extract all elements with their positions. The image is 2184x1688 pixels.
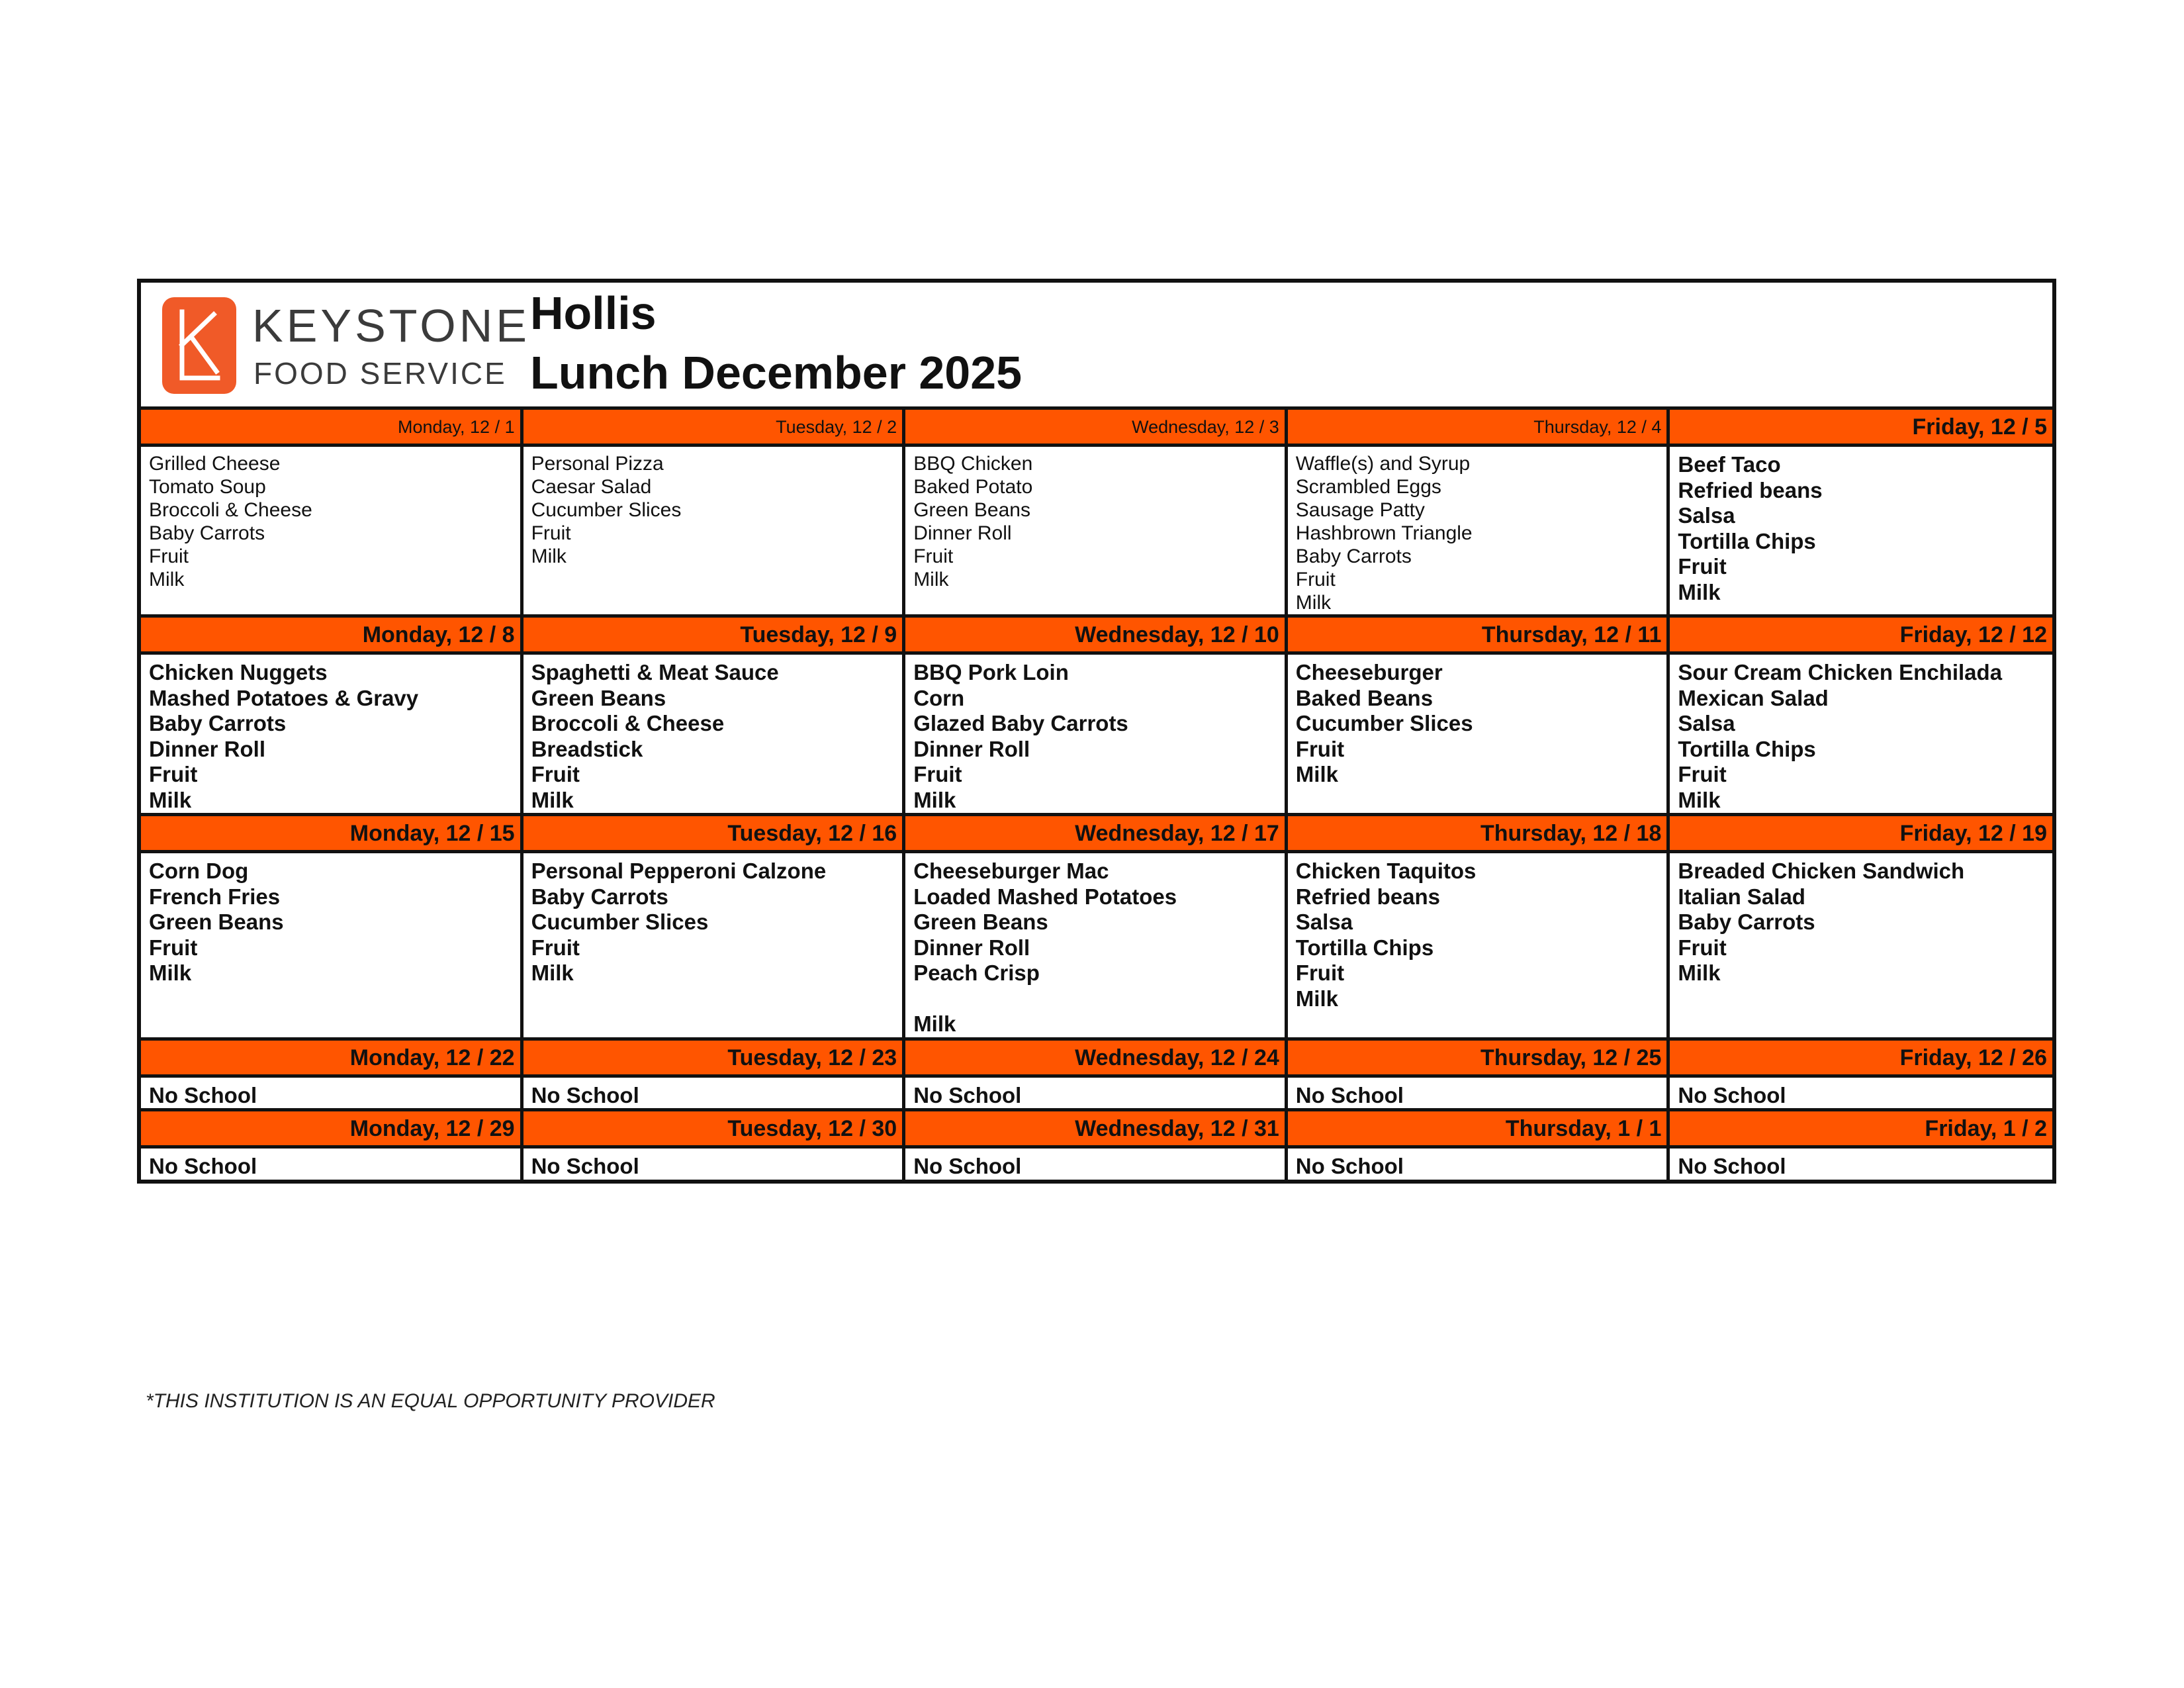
menu-item: Baby Carrots xyxy=(149,711,287,735)
menu-item: Fruit xyxy=(149,935,198,960)
menu-item: Cucumber Slices xyxy=(531,499,682,521)
menu-item: Spaghetti & Meat Sauce xyxy=(531,660,779,684)
menu-item: Corn xyxy=(913,685,965,710)
menu-item: Fruit xyxy=(149,545,189,567)
menu-item: Grilled Cheese xyxy=(149,453,281,475)
menu-item: Fruit xyxy=(1678,554,1727,579)
day-cell xyxy=(1288,618,1670,816)
menu-header xyxy=(141,283,2052,410)
week-row xyxy=(141,1111,2052,1180)
week-row xyxy=(141,1041,2052,1112)
day-menu-items xyxy=(1288,853,1667,1041)
menu-item xyxy=(913,986,1275,1012)
menu-item: Milk xyxy=(1295,986,1338,1011)
day-header: Wednesday, 12 / 17 xyxy=(905,816,1285,853)
day-menu-items xyxy=(141,853,520,1041)
menu-item: No School xyxy=(1678,1154,1786,1178)
menu-item: Beef Taco xyxy=(1678,452,1781,477)
menu-item: Cucumber Slices xyxy=(531,910,709,934)
day-header: Friday, 12 / 12 xyxy=(1670,618,2052,655)
menu-item: Green Beans xyxy=(913,499,1030,521)
menu-item: Milk xyxy=(1295,762,1338,786)
day-menu-items xyxy=(141,1149,520,1180)
day-header: Friday, 12 / 26 xyxy=(1670,1041,2052,1078)
day-header: Wednesday, 12 / 24 xyxy=(905,1041,1285,1078)
menu-item: Fruit xyxy=(1295,569,1336,590)
day-header: Monday, 12 / 15 xyxy=(141,816,520,853)
day-cell xyxy=(1670,816,2052,1041)
menu-item: Green Beans xyxy=(149,910,284,934)
day-cell xyxy=(1288,1111,1670,1180)
menu-item: Waffle(s) and Syrup xyxy=(1295,453,1471,475)
lunch-menu-calendar xyxy=(137,279,2056,1184)
menu-item: Baby Carrots xyxy=(1295,545,1412,567)
day-cell xyxy=(141,410,523,618)
menu-item: Mexican Salad xyxy=(1678,685,1829,710)
menu-item: Salsa xyxy=(1678,503,1735,528)
day-cell xyxy=(523,816,906,1041)
menu-item: Peach Crisp xyxy=(913,961,1040,985)
menu-item: Breadstick xyxy=(531,736,643,761)
menu-item: Baby Carrots xyxy=(149,522,265,544)
day-menu-items xyxy=(1288,1078,1667,1112)
menu-item: Milk xyxy=(149,961,192,985)
menu-item: No School xyxy=(1678,1082,1786,1107)
day-cell xyxy=(141,618,523,816)
menu-item: Personal Pepperoni Calzone xyxy=(531,859,827,883)
menu-item: French Fries xyxy=(149,884,281,909)
menu-item: Cheeseburger Mac xyxy=(913,859,1109,883)
day-cell xyxy=(1670,410,2052,618)
brand-subtitle: FOOD SERVICE xyxy=(253,356,507,391)
day-header: Tuesday, 12 / 16 xyxy=(523,816,903,853)
day-cell xyxy=(905,1111,1288,1180)
menu-item: Dinner Roll xyxy=(913,935,1030,960)
day-header: Tuesday, 12 / 23 xyxy=(523,1041,903,1078)
menu-item: Milk xyxy=(1678,961,1721,985)
day-header: Wednesday, 12 / 31 xyxy=(905,1111,1285,1149)
day-cell xyxy=(1670,1111,2052,1180)
menu-item: Salsa xyxy=(1678,711,1735,735)
day-header: Monday, 12 / 8 xyxy=(141,618,520,655)
day-menu-items xyxy=(523,1078,903,1112)
menu-item: Milk xyxy=(913,787,956,812)
day-header: Wednesday, 12 / 10 xyxy=(905,618,1285,655)
day-menu-items xyxy=(523,1149,903,1180)
day-header: Monday, 12 / 22 xyxy=(141,1041,520,1078)
day-header: Thursday, 12 / 18 xyxy=(1288,816,1667,853)
day-cell xyxy=(523,618,906,816)
day-menu-items xyxy=(523,655,903,816)
menu-item: Milk xyxy=(1295,592,1332,614)
menu-item: Dinner Roll xyxy=(913,522,1012,544)
day-cell xyxy=(1288,816,1670,1041)
menu-item: Milk xyxy=(1678,787,1721,812)
menu-item: Milk xyxy=(913,569,949,590)
equal-opportunity-notice: *THIS INSTITUTION IS AN EQUAL OPPORTUNITY PROVIDER xyxy=(146,1390,715,1412)
menu-item: Milk xyxy=(531,961,574,985)
keystone-logo xyxy=(162,297,530,397)
day-menu-items xyxy=(141,655,520,816)
day-menu-items xyxy=(905,447,1285,618)
menu-item: Tortilla Chips xyxy=(1678,736,1816,761)
menu-item: No School xyxy=(149,1154,257,1178)
day-cell xyxy=(1670,618,2052,816)
menu-item: Milk xyxy=(149,787,192,812)
menu-item: Fruit xyxy=(1295,961,1345,985)
menu-item: Milk xyxy=(913,1011,956,1036)
menu-item: Corn Dog xyxy=(149,859,249,883)
day-menu-items xyxy=(1670,1149,2052,1180)
menu-item: BBQ Pork Loin xyxy=(913,660,1069,684)
day-header: Tuesday, 12 / 9 xyxy=(523,618,903,655)
day-header: Thursday, 12 / 4 xyxy=(1288,410,1667,447)
menu-title: Lunch December 2025 xyxy=(530,347,1023,399)
menu-item: Dinner Roll xyxy=(913,736,1030,761)
day-header: Monday, 12 / 1 xyxy=(141,410,520,447)
menu-item: Salsa xyxy=(1295,910,1353,934)
brand-name: KEYSTONE xyxy=(252,300,530,352)
day-cell xyxy=(523,410,906,618)
school-name: Hollis xyxy=(530,287,657,339)
week-row xyxy=(141,816,2052,1041)
day-header: Tuesday, 12 / 2 xyxy=(523,410,903,447)
day-cell xyxy=(141,816,523,1041)
menu-item: Mashed Potatoes & Gravy xyxy=(149,685,419,710)
menu-item: No School xyxy=(1295,1154,1404,1178)
menu-item: No School xyxy=(913,1154,1022,1178)
menu-item: Fruit xyxy=(1678,935,1727,960)
menu-item: Fruit xyxy=(149,762,198,786)
menu-item: Cucumber Slices xyxy=(1295,711,1473,735)
menu-item: Green Beans xyxy=(913,910,1048,934)
day-cell xyxy=(1288,410,1670,618)
day-header: Friday, 12 / 19 xyxy=(1670,816,2052,853)
menu-item: Tortilla Chips xyxy=(1678,528,1816,553)
menu-item: No School xyxy=(531,1154,639,1178)
menu-item: Fruit xyxy=(913,762,962,786)
day-menu-items xyxy=(905,655,1285,816)
menu-item: Baked Potato xyxy=(913,476,1033,498)
menu-item: Baby Carrots xyxy=(531,884,668,909)
day-menu-items xyxy=(141,1078,520,1112)
day-header: Thursday, 12 / 11 xyxy=(1288,618,1667,655)
menu-item: Glazed Baby Carrots xyxy=(913,711,1128,735)
day-cell xyxy=(1288,1041,1670,1112)
menu-item: Loaded Mashed Potatoes xyxy=(913,884,1177,909)
menu-item: Fruit xyxy=(1678,762,1727,786)
menu-item: Tortilla Chips xyxy=(1295,935,1434,960)
day-cell xyxy=(905,410,1288,618)
menu-item: Dinner Roll xyxy=(149,736,266,761)
menu-item: Baby Carrots xyxy=(1678,910,1815,934)
day-header: Wednesday, 12 / 3 xyxy=(905,410,1285,447)
day-menu-items xyxy=(523,853,903,1041)
day-header: Monday, 12 / 29 xyxy=(141,1111,520,1149)
day-cell xyxy=(905,618,1288,816)
day-menu-items xyxy=(905,1149,1285,1180)
day-cell xyxy=(523,1041,906,1112)
menu-item: No School xyxy=(149,1082,257,1107)
menu-item: Personal Pizza xyxy=(531,453,664,475)
day-cell xyxy=(1670,1041,2052,1112)
menu-item: Fruit xyxy=(531,522,571,544)
day-menu-items xyxy=(1288,447,1667,618)
day-menu-items xyxy=(1670,447,2052,618)
menu-item: Caesar Salad xyxy=(531,476,652,498)
menu-item: Fruit xyxy=(913,545,954,567)
menu-item: Milk xyxy=(531,545,567,567)
menu-item: Tomato Soup xyxy=(149,476,266,498)
menu-item: Chicken Taquitos xyxy=(1295,859,1477,883)
menu-item: Fruit xyxy=(531,762,580,786)
menu-item: Chicken Nuggets xyxy=(149,660,328,684)
day-menu-items xyxy=(1288,655,1667,816)
day-menu-items xyxy=(905,1078,1285,1112)
menu-item: Milk xyxy=(1678,579,1721,604)
menu-item: Broccoli & Cheese xyxy=(531,711,725,735)
menu-item: No School xyxy=(913,1082,1022,1107)
day-cell xyxy=(905,1041,1288,1112)
k-logo-icon xyxy=(162,297,236,394)
menu-item: Milk xyxy=(531,787,574,812)
menu-item: Milk xyxy=(149,569,185,590)
day-cell xyxy=(141,1111,523,1180)
day-menu-items xyxy=(905,853,1285,1041)
day-header: Thursday, 1 / 1 xyxy=(1288,1111,1667,1149)
day-cell xyxy=(141,1041,523,1112)
menu-item: Green Beans xyxy=(531,685,666,710)
day-header: Tuesday, 12 / 30 xyxy=(523,1111,903,1149)
menu-item: BBQ Chicken xyxy=(913,453,1033,475)
menu-item: Cheeseburger xyxy=(1295,660,1443,684)
menu-item: Fruit xyxy=(531,935,580,960)
menu-item: Refried beans xyxy=(1295,884,1441,909)
week-row xyxy=(141,410,2052,618)
day-cell xyxy=(523,1111,906,1180)
day-menu-items xyxy=(1288,1149,1667,1180)
day-menu-items xyxy=(523,447,903,618)
menu-item: Sour Cream Chicken Enchilada xyxy=(1678,660,2003,684)
menu-item: No School xyxy=(531,1082,639,1107)
day-header: Friday, 1 / 2 xyxy=(1670,1111,2052,1149)
week-row xyxy=(141,618,2052,816)
day-header: Friday, 12 / 5 xyxy=(1670,410,2052,447)
day-cell xyxy=(905,816,1288,1041)
menu-item: Broccoli & Cheese xyxy=(149,499,312,521)
menu-item: Refried beans xyxy=(1678,477,1823,502)
menu-item: No School xyxy=(1295,1082,1404,1107)
day-menu-items xyxy=(141,447,520,618)
menu-item: Hashbrown Triangle xyxy=(1295,522,1473,544)
menu-item: Scrambled Eggs xyxy=(1295,476,1441,498)
day-header: Thursday, 12 / 25 xyxy=(1288,1041,1667,1078)
menu-item: Baked Beans xyxy=(1295,685,1433,710)
menu-item: Sausage Patty xyxy=(1295,499,1425,521)
menu-item: Italian Salad xyxy=(1678,884,1805,909)
day-menu-items xyxy=(1670,853,2052,1041)
day-menu-items xyxy=(1670,1078,2052,1112)
menu-item: Fruit xyxy=(1295,736,1345,761)
menu-item: Breaded Chicken Sandwich xyxy=(1678,859,1965,883)
day-menu-items xyxy=(1670,655,2052,816)
